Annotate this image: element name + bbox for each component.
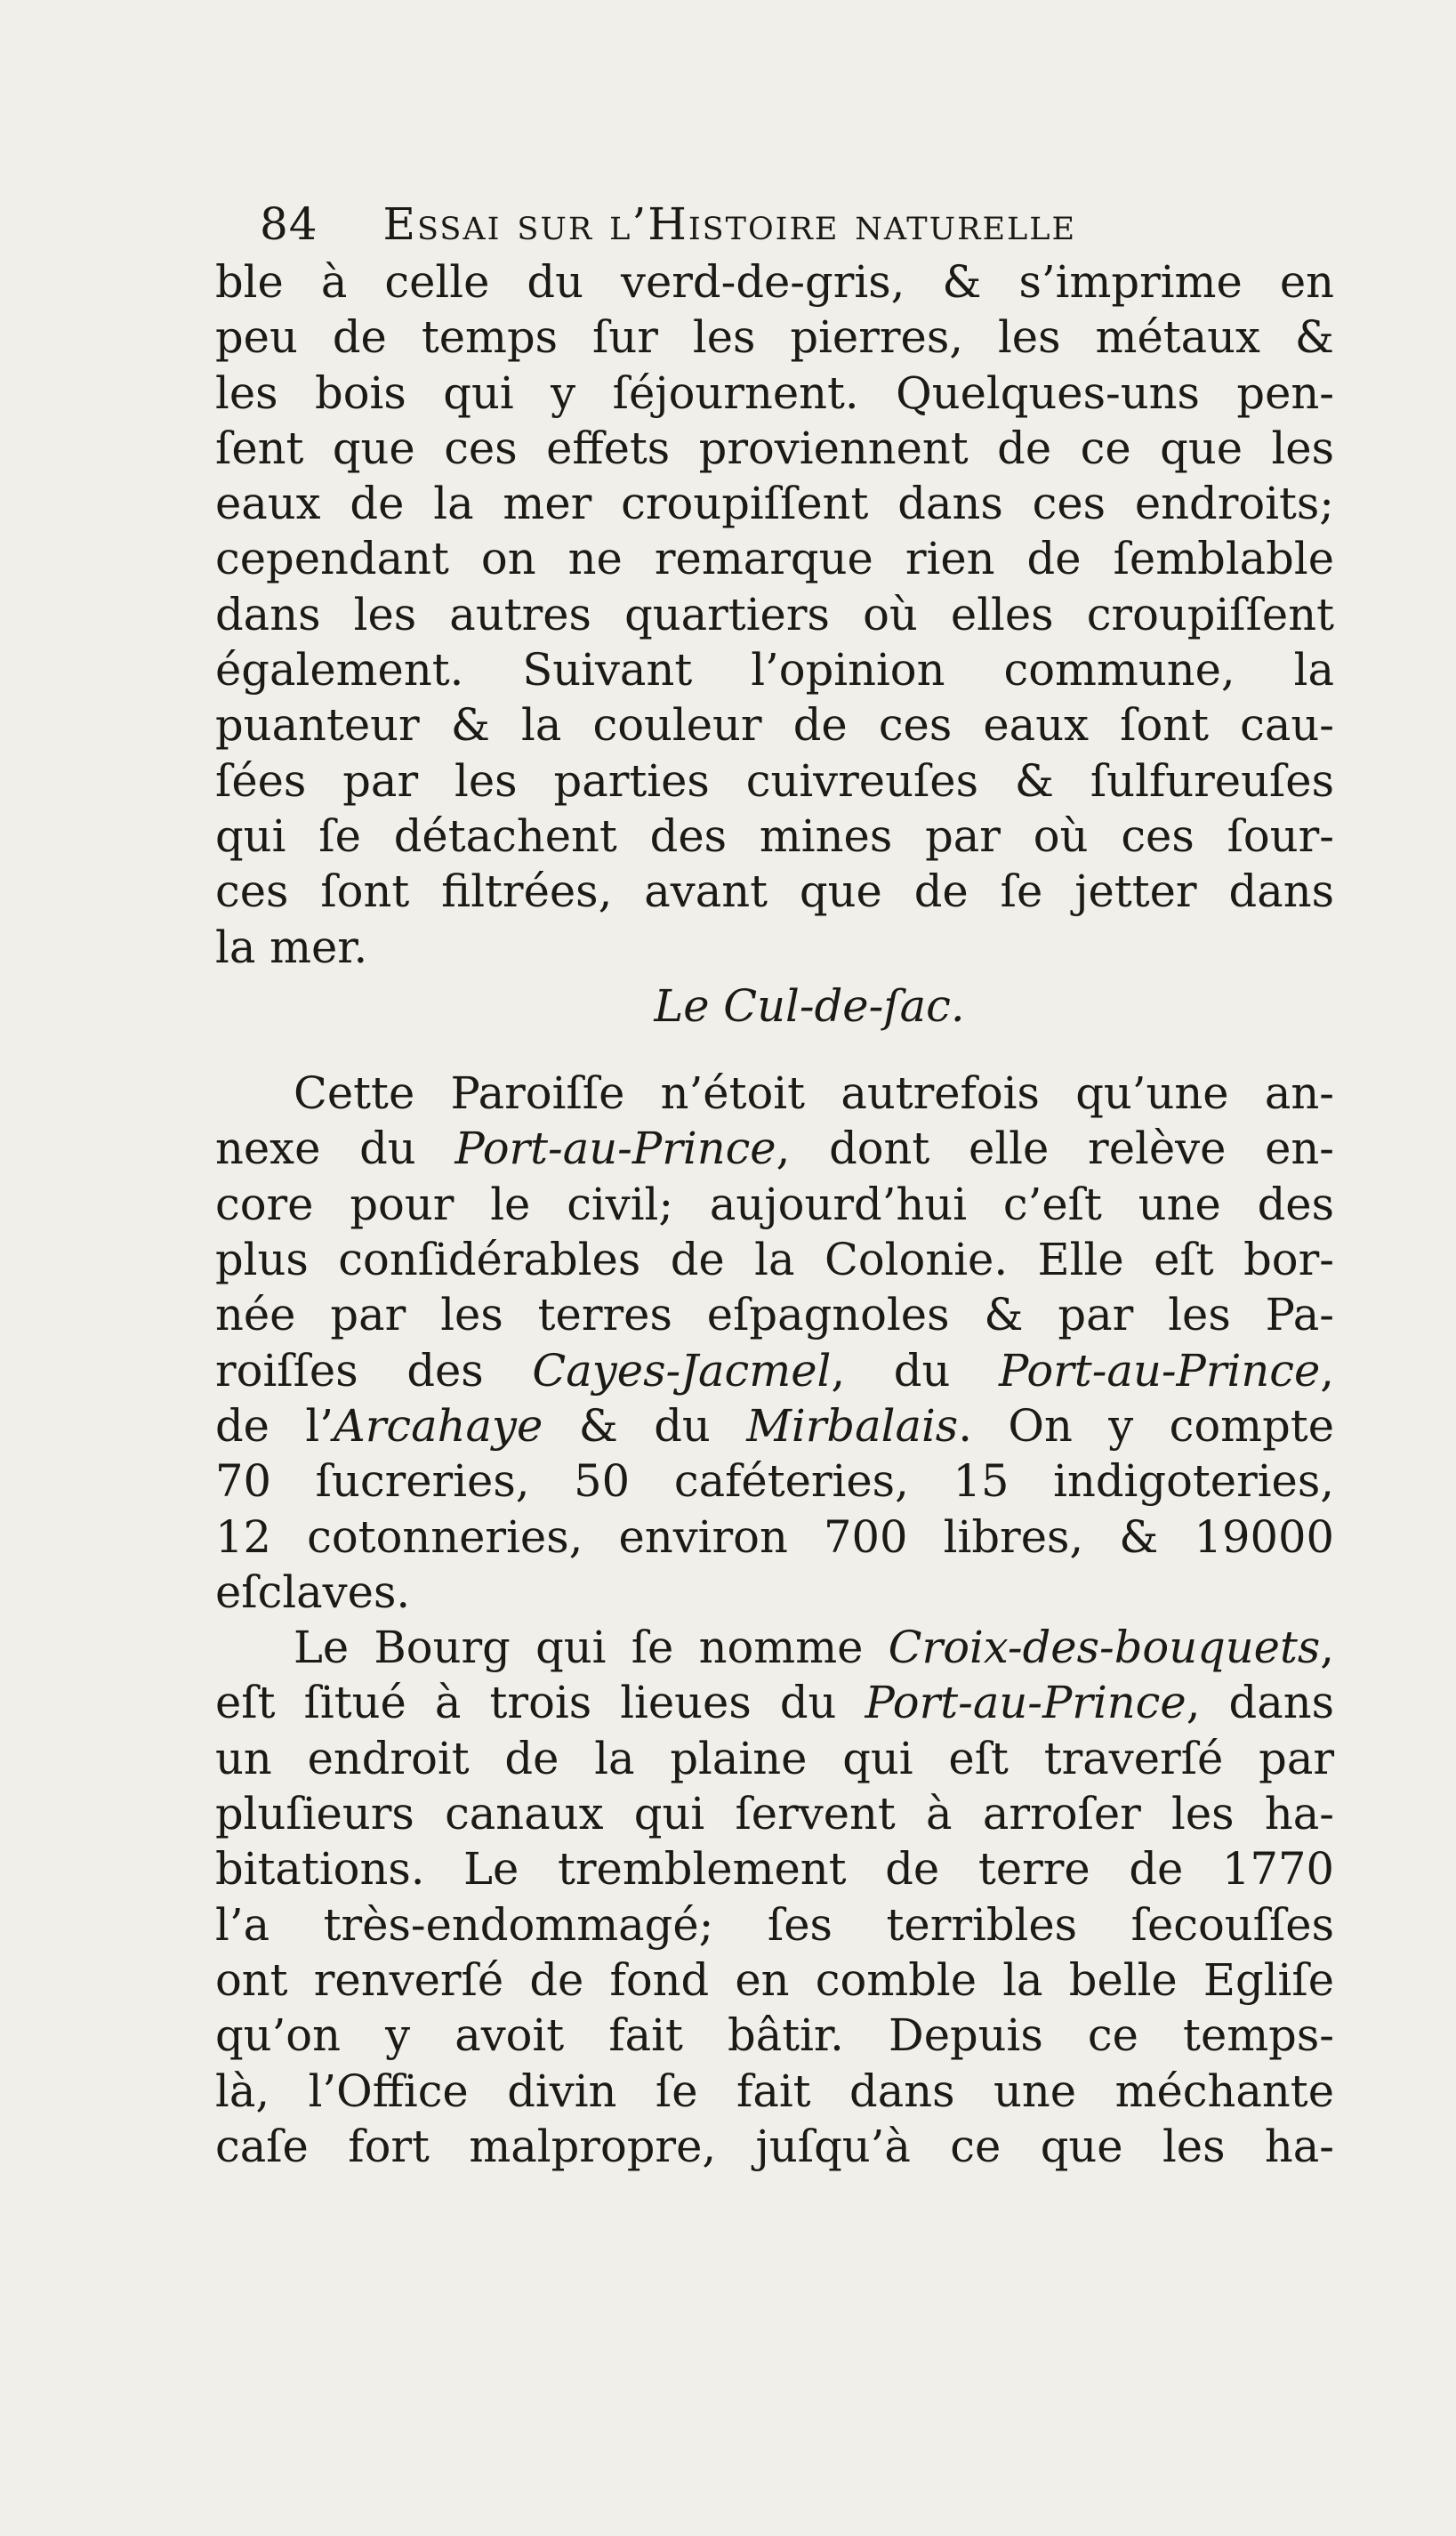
place-name: Cayes-Jacmel xyxy=(532,1344,832,1397)
text-line: ont renverſé de fond en comble la belle Egliſe xyxy=(215,1953,1334,2006)
body-text xyxy=(215,254,1334,2174)
text-line: ces ſont filtrées, avant que de ſe jetter dans xyxy=(215,865,1334,918)
text-line: qui ſe détachent des mines par où ces ſour- xyxy=(215,809,1334,862)
text-line: core pour le civil; aujourd’hui c’eſt une des xyxy=(215,1178,1334,1230)
text-line: nexe du Port-au-Prince, dont elle relève en- xyxy=(215,1123,1334,1175)
text-line: eaux de la mer croupiſſent dans ces endroits; xyxy=(215,478,1334,530)
text-line: plus conſidérables de la Colonie. Elle eſt bor- xyxy=(215,1234,1334,1286)
place-name: Port-au-Prince xyxy=(999,1344,1321,1397)
place-name: Port-au-Prince xyxy=(865,1677,1187,1729)
text-line: également. Suivant l’opinion commune, la xyxy=(215,644,1334,696)
text-line: Cette Paroiſſe n’étoit autrefois qu’une an- xyxy=(294,1067,1334,1120)
text-line: puanteur & la couleur de ces eaux ſont cau- xyxy=(215,699,1334,752)
text-line: pluſieurs canaux qui ſervent à arroſer les ha- xyxy=(215,1788,1334,1840)
text-line: 12 cotonneries, environ 700 libres, & 19000 xyxy=(215,1510,1334,1563)
text-line: qu’on y avoit fait bâtir. Depuis ce temps- xyxy=(215,2009,1334,2062)
place-name: Mirbalais xyxy=(746,1399,959,1452)
text-line: caſe fort malpropre, juſqu’à ce que les ha- xyxy=(215,2120,1334,2172)
text-line: née par les terres eſpagnoles & par les Pa- xyxy=(215,1289,1334,1341)
page-header xyxy=(260,197,1380,251)
place-name: Port-au-Prince xyxy=(454,1123,776,1175)
text-line: cependant on ne remarque rien de ſemblable xyxy=(215,533,1334,585)
text-line: là, l’Office divin ſe fait dans une méchante xyxy=(215,2065,1334,2117)
text-line: eſt ſitué à trois lieues du Port-au-Prince, dans xyxy=(215,1677,1334,1729)
paragraph-1 xyxy=(215,254,1334,975)
text-line: les bois qui y ſéjournent. Quelques-uns pen- xyxy=(215,366,1334,419)
text-line: de l’Arcahaye & du Mirbalais. On y compte xyxy=(215,1399,1334,1452)
place-name: Croix-des-bouquets xyxy=(888,1622,1321,1674)
running-head: Essai sur l’Histoire naturelle xyxy=(382,198,1077,250)
text-line: 70 ſucreries, 50 caféteries, 15 indigoteries, xyxy=(215,1455,1334,1508)
text-line: ſées par les parties cuivreuſes & ſulfureuſes xyxy=(215,754,1334,807)
text-line: ble à celle du verd-de-gris, & s’imprime en xyxy=(215,256,1334,308)
text-line: eſclaves. xyxy=(215,1566,411,1618)
text-line: Le Bourg qui ſe nomme Croix-des-bouquets, xyxy=(294,1622,1334,1674)
place-name: Arcahaye xyxy=(333,1399,543,1452)
text-line: bitations. Le tremblement de terre de 1770 xyxy=(215,1843,1334,1896)
text-line: peu de temps ſur les pierres, les métaux & xyxy=(215,311,1334,364)
text-line: ſent que ces effets proviennent de ce que les xyxy=(215,422,1334,474)
text-line: la mer. xyxy=(215,921,368,973)
text-line: un endroit de la plaine qui eſt traverſé par xyxy=(215,1732,1334,1784)
paragraph-2 xyxy=(215,1066,1334,1620)
page-number: 84 xyxy=(260,198,318,250)
paragraph-3 xyxy=(215,1620,1334,2174)
text-line: dans les autres quartiers où elles croupiſſent xyxy=(215,588,1334,640)
text-line: roiſſes des Cayes-Jacmel, du Port-au-Prince, xyxy=(215,1344,1334,1397)
text-line: l’a très-endommagé; ſes terribles ſecouſſes xyxy=(215,1898,1334,1951)
section-title: Le Cul-de-ſac. xyxy=(654,979,965,1032)
